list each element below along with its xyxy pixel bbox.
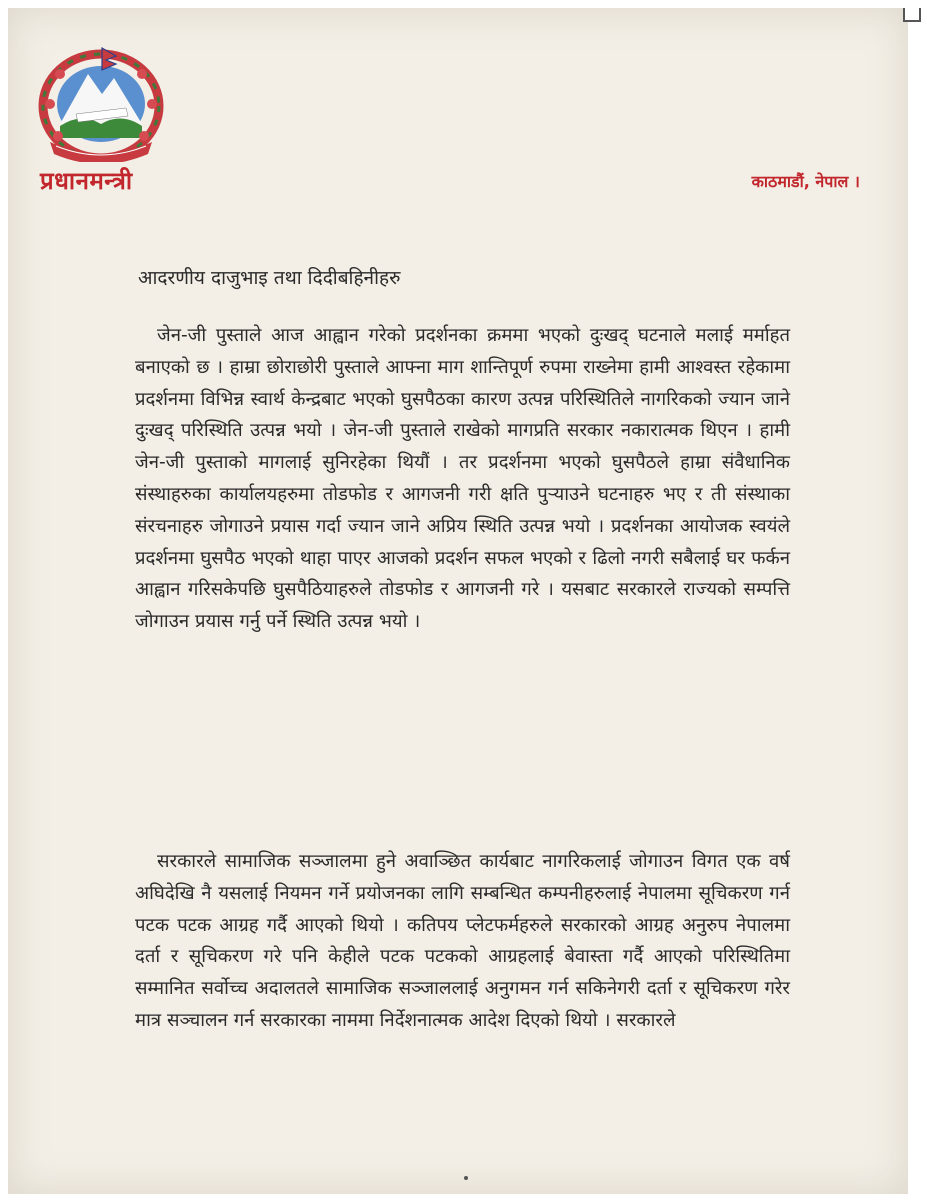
page-edge [908,8,927,1200]
corner-mark [903,8,921,22]
letter-page [8,8,908,1194]
place-label: काठमाडौं, नेपाल । [751,172,860,191]
paragraph-2 [135,846,790,1037]
paragraph-2-text: सरकारले सामाजिक सञ्जालमा हुने अवाञ्छित कार्यबाट नागरिकलाई जोगाउन विगत एक वर्ष अघिदेखि नै यसलाई नियमन गर्ने प्रयोजनका लागि सम्बन्धित कम्पनीहरुलाई नेपालमा सूचिकरण गर्न पटक पटक आग्रह गर्दै आएको थियो । कतिपय प्लेटफर्महरुले सरकारको आग्रह अनुरुप नेपालमा दर्ता र सूचिकरण गरे पनि केहीले पटक पटकको आग्रहलाई बेवास्ता गर्दै आएको परिस्थितिमा सम्मानित सर्वोच्च अदालतले सामाजिक सञ्जाललाई अनुगमन गर्न सकिनेगरी दर्ता र सूचिकरण गरेर मात्र सञ्चालन गर्न सरकारका नाममा निर्देशनात्मक आदेश दिएको थियो । सरकारले [135,851,790,1031]
paragraph-1-text: जेन-जी पुस्ताले आज आह्वान गरेको प्रदर्शनका क्रममा भएको दुःखद् घटनाले मलाई मर्माहत बनाएको छ । हाम्रा छोराछोरी पुस्ताले आफ्ना माग शान्तिपूर्ण रुपमा राख्नेमा हामी आश्वस्त रहेकामा प्रदर्शनमा विभिन्न स्वार्थ केन्द्रबाट भएको घुसपैठका कारण उत्पन्न परिस्थितिले नागरिकको ज्यान जाने दुःखद् परिस्थिति उत्पन्न भयो । जेन-जी पुस्ताले राखेको मागप्रति सरकार नकारात्मक थिएन । हामी जेन-जी पुस्ताको मागलाई सुनिरहेका थियौं । तर प्रदर्शनमा भएको घुसपैठले हाम्रा संवैधानिक संस्थाहरुका कार्यालयहरुमा तोडफोड र आगजनी गरी क्षति पुऱ्याउने घटनाहरु भए र ती संस्थाका संरचनाहरु जोगाउने प्रयास गर्दा ज्यान जाने अप्रिय स्थिति उत्पन्न भयो । प्रदर्शनका आयोजक स्वयंले प्रदर्शनमा घुसपैठ भएको थाहा पाएर आजको प्रदर्शन सफल भएको र ढिलो नगरी सबैलाई घर फर्कन आह्वान गरिसकेपछि घुसपैठियाहरुले तोडफोड र आगजनी गरे । यसबाट सरकारले राज्यको सम्पत्ति जोगाउन प्रयास गर्नु पर्ने स्थिति उत्पन्न भयो । [135,325,790,633]
salutation: आदरणीय दाजुभाइ तथा दिदीबहिनीहरु [138,267,401,289]
paper-speck [464,1176,468,1180]
paragraph-1 [135,320,790,638]
nepal-emblem-icon [36,44,166,162]
office-title: प्रधानमन्त्री [40,167,133,195]
